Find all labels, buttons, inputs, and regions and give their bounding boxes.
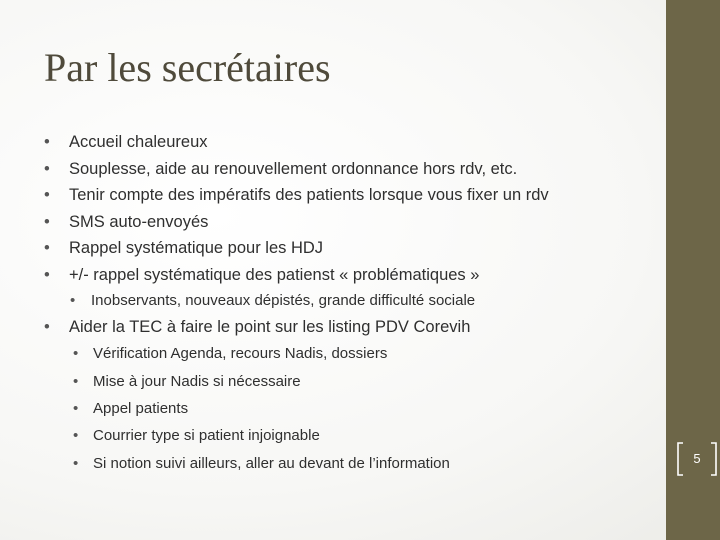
list-item-text: Inobservants, nouveaux dépistés, grande difficulté sociale — [91, 291, 476, 309]
bullet-icon: • — [44, 159, 50, 178]
bullet-icon: • — [44, 186, 50, 205]
page-number-badge — [675, 440, 719, 478]
list-item — [44, 262, 654, 289]
sub-list-item — [44, 289, 654, 312]
list-item — [44, 156, 654, 183]
list-item-text: +/- rappel systématique des patienst « problématiques » — [69, 265, 480, 284]
bullet-icon: • — [73, 372, 79, 390]
list-item-text: Courrier type si patient injoignable — [93, 427, 320, 445]
bullet-icon: • — [73, 427, 79, 445]
list-item-text: SMS auto-envoyés — [69, 212, 209, 231]
bullet-list — [44, 129, 654, 477]
sub-list-item — [44, 368, 654, 395]
bullet-icon: • — [73, 345, 79, 363]
list-item — [44, 209, 654, 236]
list-item — [44, 182, 654, 209]
bullet-icon: • — [73, 454, 79, 472]
list-item-text: Rappel systématique pour les HDJ — [69, 239, 324, 258]
slide-title: Par les secrétaires — [44, 45, 331, 90]
bullet-icon: • — [44, 265, 50, 284]
sub-list-item — [44, 340, 654, 367]
sub-list-item — [44, 395, 654, 422]
sub-list-item — [44, 450, 654, 477]
list-item — [44, 129, 654, 156]
list-item-text: Souplesse, aide au renouvellement ordonnance hors rdv, etc. — [69, 159, 518, 178]
list-item-text: Accueil chaleureux — [69, 133, 208, 151]
sub-list-item — [44, 422, 654, 449]
bullet-icon: • — [44, 133, 50, 151]
list-item — [44, 314, 654, 341]
list-item-text: Vérification Agenda, recours Nadis, dossiers — [93, 345, 388, 363]
list-item — [44, 235, 654, 262]
bullet-icon: • — [73, 399, 79, 417]
list-item-text: Tenir compte des impératifs des patients lorsque vous fixer un rdv — [69, 186, 549, 205]
bullet-icon: • — [44, 317, 50, 336]
bullet-icon: • — [70, 291, 76, 309]
list-item-text: Aider la TEC à faire le point sur les listing PDV Corevih — [69, 317, 471, 336]
page-number: 5 — [693, 451, 701, 466]
bullet-icon: • — [44, 239, 50, 258]
bullet-icon: • — [44, 212, 50, 231]
list-item-text: Si notion suivi ailleurs, aller au devant de l’information — [93, 454, 450, 472]
list-item-text: Appel patients — [93, 399, 189, 417]
list-item-text: Mise à jour Nadis si nécessaire — [93, 372, 301, 390]
